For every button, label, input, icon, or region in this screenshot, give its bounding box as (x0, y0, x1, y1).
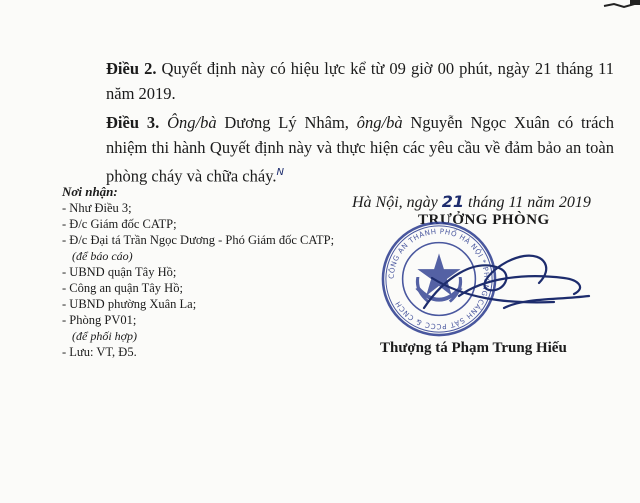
date-line (352, 192, 622, 212)
date-prefix: Hà Nội, ngày (352, 194, 442, 211)
recipients-title: Nơi nhận: (62, 184, 118, 199)
scan-artifact (600, 0, 640, 14)
article-3-honorific-2: ông/bà (356, 113, 403, 132)
recipient-item: - Phòng PV01; (62, 313, 137, 327)
seal-text: CÔNG AN THÀNH PHỐ HÀ NỘI * PHÒNG CẢNH SÁT PCCC & CNCH (386, 226, 492, 332)
date-suffix: tháng 11 năm 2019 (464, 194, 591, 211)
recipient-item: - UBND phường Xuân La; (62, 297, 197, 311)
recipient-note: (để báo cáo) (72, 249, 133, 263)
recipient-note: (để phối hợp) (72, 329, 138, 343)
article-3-text-1: Dương Lý Nhâm, (216, 113, 357, 132)
article-2-label: Điều 2. (106, 59, 157, 78)
article-2 (66, 56, 614, 106)
recipient-item: - UBND quận Tây Hồ; (62, 265, 177, 279)
recipients-block (62, 184, 352, 360)
recipient-item: - Lưu: VT, Đ5. (62, 345, 137, 359)
signer-name: Thượng tá Phạm Trung Hiếu (380, 340, 567, 356)
handwritten-signature (404, 238, 594, 318)
handwritten-initials: N (276, 167, 284, 178)
article-3-label: Điều 3. (106, 113, 160, 132)
article-3-text-2: Nguyễn Ngọc Xuân có trách nhiệm thi hành Quyết định này và thực hiện các yêu cầu về đảm bảo an toàn phòng cháy và chữa cháy. (106, 113, 615, 186)
article-3 (66, 110, 614, 189)
handwritten-day: 21 (441, 192, 465, 211)
article-3-honorific-1: Ông/bà (167, 113, 217, 132)
recipient-item: - Như Điều 3; (62, 201, 132, 215)
recipient-item: - Đ/c Giám đốc CATP; (62, 217, 177, 231)
recipient-item: - Công an quận Tây Hồ; (62, 281, 183, 295)
signer-position: TRƯỞNG PHÒNG (418, 212, 550, 228)
article-2-text: Quyết định này có hiệu lực kể từ 09 giờ 00 phút, ngày 21 tháng 11 năm 2019. (106, 59, 614, 103)
recipient-item: - Đ/c Đại tá Trần Ngọc Dương - Phó Giám đốc CATP; (62, 233, 335, 247)
